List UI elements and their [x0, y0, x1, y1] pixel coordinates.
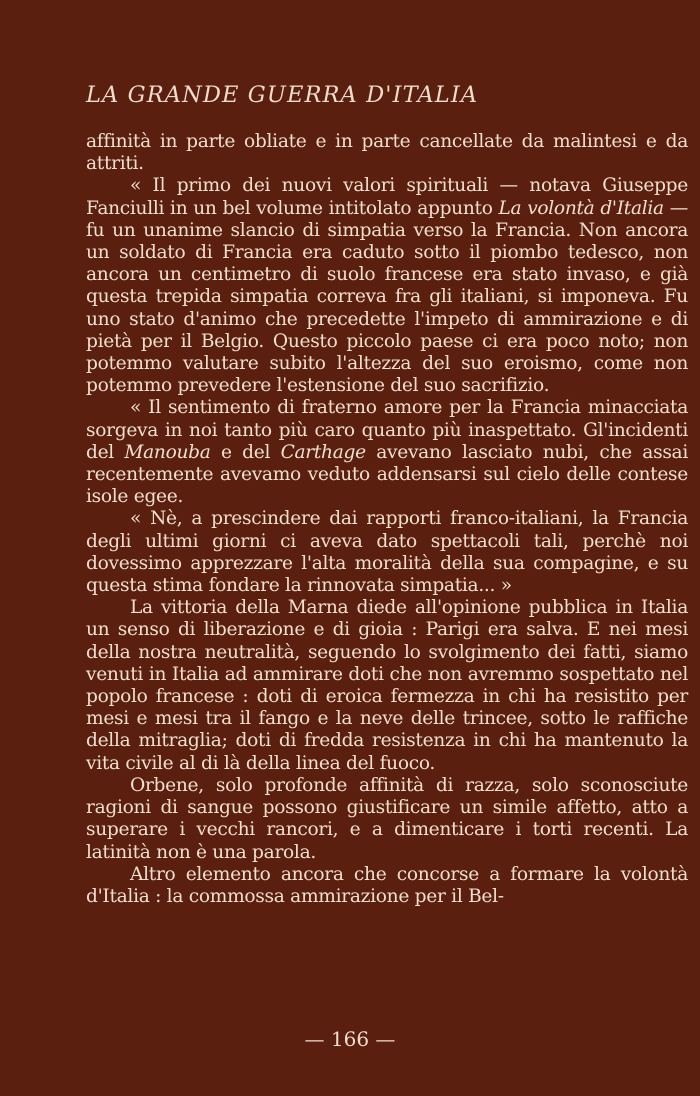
- paragraph: affinità in parte obliate e in parte cancellate da malintesi e da attriti.: [86, 131, 688, 175]
- text-run: avevano lasciato nubi, che assai recentemente avevamo veduto addensarsi sul cielo delle contese isole egee.: [86, 441, 688, 508]
- paragraph: « Nè, a prescindere dai rapporti franco-italiani, la Francia degli ultimi giorni ci aveva dato spettacoli tali, perchè noi dovessimo apprezzare l'alta moralità della sua compagine, e su questa stima fondare la rinnovata simpatia... »: [86, 508, 688, 597]
- page-number: — 166 —: [304, 1027, 396, 1051]
- ship-name: Manouba: [124, 441, 211, 463]
- paragraph: [86, 397, 688, 508]
- paragraph: Altro elemento ancora che concorse a formare la volontà d'Italia : la commossa ammirazione per il Bel-: [86, 863, 688, 907]
- paragraph: Orbene, solo profonde affinità di razza, solo sconosciute ragioni di sangue possono giustificare un simile affetto, atto a superare i vecchi rancori, e a dimenticare i torti recenti. La latinità non è una parola.: [86, 774, 688, 863]
- paragraph: [86, 175, 688, 397]
- text-run: e del: [210, 441, 281, 463]
- text-run: « Il primo dei nuovi valori spirituali — notava Giuseppe Fanciulli in un bel volume intitolato appunto: [86, 175, 688, 219]
- text-run: « Il sentimento di fraterno amore per la Francia minacciata sorgeva in noi tanto più caro quanto più inaspettato. Gl'incidenti del: [86, 397, 688, 463]
- text-run: — fu un unanime slancio di simpatia verso la Francia. Non ancora un soldato di Francia era caduto sotto il piombo tedesco, non ancora un centimetro di suolo francese era stato invaso, e già questa trepida simpatia correva fra gli italiani, si imponeva. Fu uno stato d'animo che precedette l'impeto di ammirazione e di pietà per il Belgio. Questo piccolo paese ci era poco noto; non potemmo valutare subito l'altezza del suo eroismo, come non potemmo prevedere l'estensione del suo sacrifizio.: [86, 197, 688, 397]
- paragraph: La vittoria della Marna diede all'opinione pubblica in Italia un senso di liberazione e di gioia : Parigi era salva. E nei mesi della nostra neutralità, seguendo lo svolgimento dei fatti, siamo venuti in Italia ad ammirare doti che non avremmo sospettato nel popolo francese : doti di eroica fermezza in chi ha resistito per mesi e mesi tra il fango e la neve delle trincee, sotto le raffiche della mitraglia; doti di fredda resistenza in chi ha mantenuto la vita civile al di là della linea del fuoco.: [86, 597, 688, 774]
- book-title: La volontà d'Italia: [498, 197, 664, 219]
- running-header: LA GRANDE GUERRA D'ITALIA: [86, 82, 479, 108]
- ship-name: Carthage: [280, 441, 366, 463]
- text-body: [86, 131, 688, 908]
